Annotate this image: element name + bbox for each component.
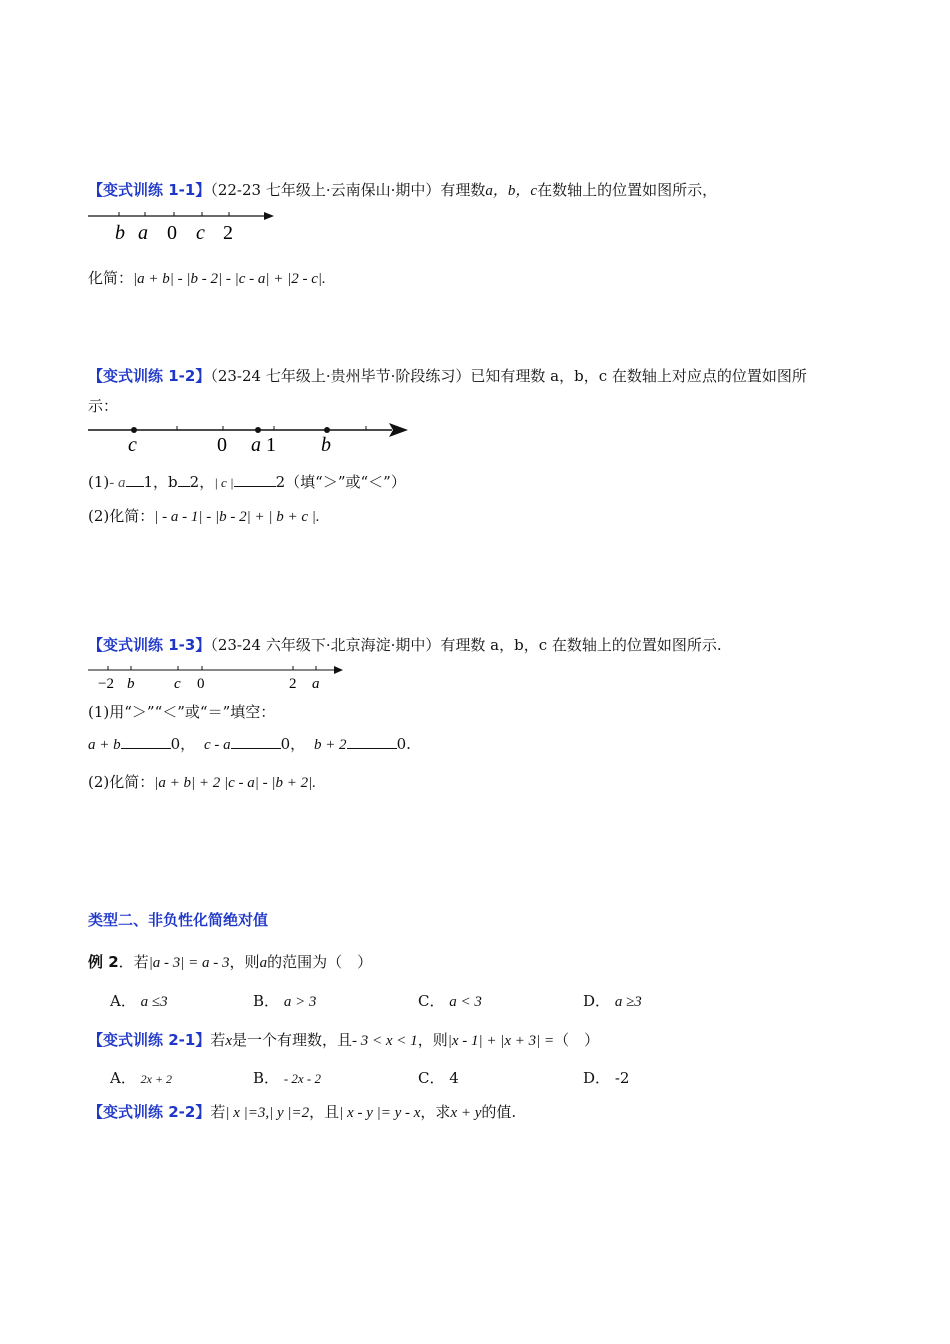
option-key: C． — [418, 992, 445, 1010]
example-2-var: a — [259, 955, 268, 971]
ex2-1-inequality: - 3 < x < 1 — [352, 1033, 418, 1049]
ex1-3-q2-expression: |a + b| + 2 |c - a| - |b + 2|. — [154, 775, 317, 791]
ex1-2-q1-c: 2， — [189, 473, 215, 491]
ex1-3-blank-2[interactable] — [231, 734, 281, 749]
option-value: -2 — [614, 1069, 630, 1087]
ex2-2-text-a: 若 — [210, 1103, 226, 1121]
ex2-1-question — [88, 1030, 599, 1051]
ex1-2-q1-e: 2（填“＞”或“＜”） — [275, 473, 406, 491]
ex1-1-question — [88, 180, 717, 201]
option-key: B． — [253, 1069, 280, 1087]
ex1-2-blank-2[interactable] — [178, 472, 190, 487]
ex1-2-q2-prefix: (2)化简： — [88, 507, 155, 525]
ex1-2-number-line — [86, 418, 416, 458]
ex1-2-axis-label-0: 0 — [217, 434, 227, 456]
example-2-option-d[interactable] — [583, 991, 642, 1012]
ex1-3-fill-2: c - a — [203, 737, 231, 753]
ex1-2-question — [88, 366, 807, 386]
ex1-1-text-a: 有理数 — [440, 181, 486, 199]
ex2-2-text-b: ，且 — [309, 1103, 340, 1121]
example-2-option-c[interactable] — [418, 991, 482, 1012]
ex1-3-axis-label-2: 2 — [289, 676, 297, 692]
ex1-2-q1-abs-c: | c | — [214, 475, 234, 490]
ex1-3-q2-prefix: (2)化简： — [88, 773, 155, 791]
ex1-3-axis-label-a: a — [312, 676, 320, 692]
example-2-expression: |a - 3| = a - 3 — [148, 955, 230, 971]
option-key: C． — [418, 1069, 445, 1087]
ex1-1-expression: |a + b| - |b - 2| - |c - a| + |2 - c|. — [133, 271, 326, 287]
ex1-3-fill-3: b + 2 — [313, 737, 347, 753]
ex2-1-label: 【变式训练 2-1】 — [88, 1031, 211, 1049]
ex2-1-option-d[interactable] — [583, 1068, 629, 1088]
option-key: D． — [583, 992, 611, 1010]
example-2-question — [88, 952, 372, 973]
option-value: a ≥3 — [614, 994, 642, 1010]
ex1-2-part1 — [88, 472, 406, 493]
ex2-1-text-d: （ ） — [554, 1031, 600, 1049]
ex2-2-expression-2: | x - y |= y - x — [339, 1105, 421, 1121]
ex1-3-axis-label-0: 0 — [197, 676, 205, 692]
ex1-2-text-cont: 示： — [88, 397, 119, 415]
ex1-3-axis-label-b: b — [127, 676, 135, 692]
ex1-3-q1: (1)用“＞”“＜”或“＝”填空： — [88, 703, 276, 721]
ex1-2-text: 已知有理数 a，b，c 在数轴上对应点的位置如图所 — [470, 367, 807, 385]
example-2-option-b[interactable] — [253, 991, 316, 1012]
option-value: 4 — [449, 1069, 459, 1087]
ex1-3-blank-1[interactable] — [121, 734, 171, 749]
ex1-3-source: （23-24 六年级下·北京海淀·期中） — [210, 636, 441, 654]
ex2-2-question — [88, 1102, 516, 1123]
ex2-1-text-c: ，则 — [417, 1031, 448, 1049]
ex1-3-fill-3-end: 0. — [396, 735, 411, 753]
ex2-2-expression-1: | x |=3,| y |=2 — [225, 1105, 310, 1121]
ex2-1-text-a: 若 — [210, 1031, 226, 1049]
ex1-2-blank-1[interactable] — [126, 472, 144, 487]
ex1-3-part1 — [88, 702, 275, 722]
ex1-3-text: 有理数 a，b，c 在数轴上的位置如图所示. — [440, 636, 722, 654]
ex1-3-fill-row — [88, 734, 411, 755]
option-key: A． — [110, 1069, 136, 1087]
ex1-3-axis-label-neg2: −2 — [98, 676, 114, 692]
ex1-2-q2-expression: | - a - 1| - |b - 2| + | b + c |. — [154, 509, 320, 525]
ex2-1-option-b[interactable] — [253, 1068, 321, 1089]
ex1-3-fill-1-end: 0， — [170, 735, 196, 753]
ex1-1-vars: a，b，c — [485, 183, 538, 199]
ex1-1-number-line — [86, 204, 286, 246]
ex1-2-axis-label-a: a — [251, 434, 261, 456]
ex1-3-axis-label-c: c — [174, 676, 181, 692]
ex1-1-simplify-prefix: 化简： — [88, 269, 134, 287]
ex1-3-part2 — [88, 772, 316, 793]
ex1-3-label: 【变式训练 1-3】 — [88, 636, 211, 654]
ex1-2-part2 — [88, 506, 320, 527]
ex1-1-axis-label-2: 2 — [223, 222, 233, 244]
ex1-1-source: （22-23 七年级上·云南保山·期中） — [210, 181, 441, 199]
option-key: D． — [583, 1069, 611, 1087]
option-value: - 2x - 2 — [283, 1071, 321, 1086]
ex1-1-axis-label-0: 0 — [167, 222, 177, 244]
ex1-2-blank-3[interactable] — [234, 472, 276, 487]
ex1-2-source: （23-24 七年级上·贵州毕节·阶段练习） — [210, 367, 471, 385]
ex1-2-label: 【变式训练 1-2】 — [88, 367, 211, 385]
option-value: a ≤3 — [140, 994, 168, 1010]
ex1-1-axis-label-a: a — [138, 222, 148, 244]
example-2-label: 例 2 — [88, 953, 119, 971]
ex1-2-question-cont — [88, 396, 118, 416]
ex2-2-text-d: 的值. — [481, 1103, 517, 1121]
ex1-1-axis-label-c: c — [196, 222, 205, 244]
example-2-text-a: ．若 — [118, 953, 149, 971]
ex2-1-option-a[interactable] — [110, 1068, 172, 1089]
section-2-heading: 类型二、非负性化简绝对值 — [88, 911, 269, 929]
example-2-option-a[interactable] — [110, 991, 168, 1012]
ex1-3-question — [88, 635, 722, 655]
ex1-3-fill-2-end: 0， — [280, 735, 306, 753]
option-key: A． — [110, 992, 136, 1010]
example-2-text-b: ，则 — [229, 953, 260, 971]
ex1-1-axis-label-b: b — [115, 222, 125, 244]
ex1-3-number-line — [86, 660, 356, 694]
example-2-text-c: 的范围为（ ） — [267, 953, 373, 971]
ex1-2-q1-b: 1，b — [143, 473, 178, 491]
ex2-1-text-b: 是一个有理数，且 — [232, 1031, 353, 1049]
ex1-2-axis-label-c: c — [128, 434, 137, 456]
ex1-2-q1-prefix: (1) — [88, 473, 110, 491]
ex2-1-expression: |x - 1| + |x + 3| = — [447, 1033, 555, 1049]
ex1-1-label: 【变式训练 1-1】 — [88, 181, 211, 199]
ex1-2-q1-neg-a: - a — [109, 475, 126, 491]
ex1-3-fill-1: a + b — [88, 737, 121, 753]
ex1-3-blank-3[interactable] — [347, 734, 397, 749]
ex1-2-axis-label-1: 1 — [266, 434, 276, 456]
ex1-1-simplify — [88, 268, 326, 289]
ex1-2-axis-label-b: b — [321, 434, 331, 456]
option-value: 2x + 2 — [140, 1072, 173, 1086]
ex2-1-var: x — [225, 1033, 233, 1049]
ex2-2-expression-3: x + y — [450, 1105, 482, 1121]
ex2-2-text-c: ，求 — [420, 1103, 451, 1121]
option-key: B． — [253, 992, 280, 1010]
option-value: a > 3 — [283, 994, 317, 1010]
ex1-1-text-b: 在数轴上的位置如图所示， — [537, 181, 718, 199]
ex2-1-option-c[interactable] — [418, 1068, 459, 1088]
ex2-2-label: 【变式训练 2-2】 — [88, 1103, 211, 1121]
option-value: a < 3 — [449, 994, 482, 1010]
